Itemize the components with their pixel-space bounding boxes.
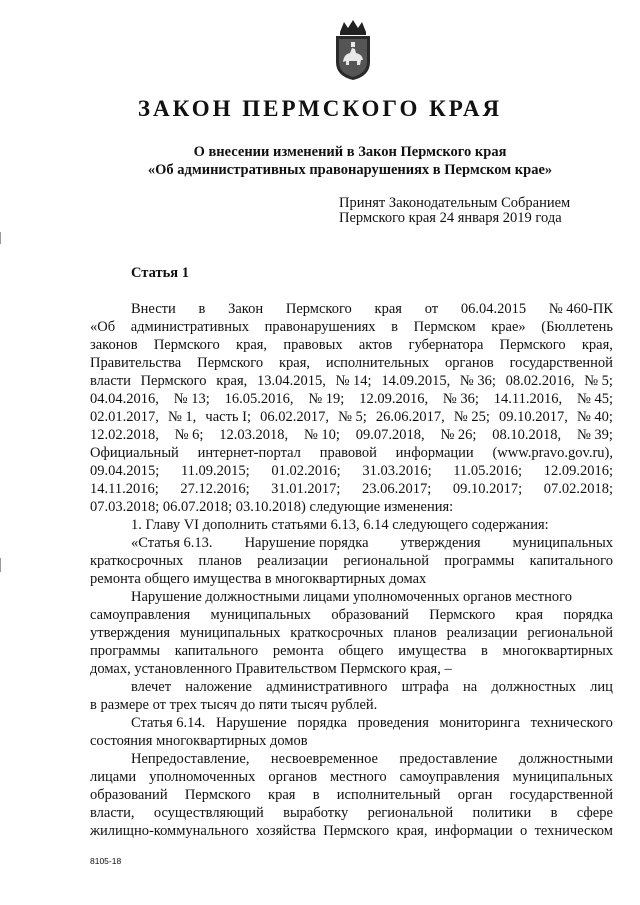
text-line xyxy=(90,462,613,480)
text-line xyxy=(90,534,613,552)
article-heading: Статья 1 xyxy=(131,265,189,281)
word: 16.05.2016, xyxy=(224,391,294,407)
word: лицами xyxy=(90,769,137,785)
word: 12.09.2016, xyxy=(359,391,429,407)
word: программы xyxy=(90,643,160,659)
word: местного xyxy=(330,769,387,785)
text-line xyxy=(90,336,613,354)
subtitle-line-2: «Об административных правонарушениях в Пермском крае» xyxy=(147,162,553,178)
word: органов xyxy=(268,769,318,785)
text-line xyxy=(90,426,613,444)
word: 14.09.2015, xyxy=(381,373,451,389)
word: 31.01.2017; xyxy=(271,481,341,497)
word: в xyxy=(391,319,399,335)
word: Нарушение порядка xyxy=(244,535,369,551)
text-line xyxy=(90,678,613,696)
word: влечет xyxy=(131,679,172,695)
word: правонарушениях xyxy=(264,319,376,335)
word: 1. Главу VI дополнить статьями 6.13, 6.14 следующего содержания: xyxy=(131,517,549,533)
text-line xyxy=(90,822,613,840)
word: капитального xyxy=(174,643,259,659)
word: № 36; xyxy=(459,373,496,389)
word: 09.10.2017, xyxy=(498,409,568,425)
word: муниципальных xyxy=(512,535,613,551)
article-body xyxy=(90,300,613,840)
word: выработку xyxy=(283,805,349,821)
word: правовой xyxy=(319,445,377,461)
word: хозяйства xyxy=(255,823,316,839)
word: порядка xyxy=(563,607,613,623)
word: № 36; xyxy=(442,391,479,407)
word: в xyxy=(312,787,320,803)
word: края xyxy=(515,607,544,623)
word: 27.12.2016; xyxy=(180,481,250,497)
word: № 26; xyxy=(440,427,477,443)
word: в xyxy=(481,643,488,659)
word: края, xyxy=(581,337,613,353)
word: 08.02.2016, xyxy=(505,373,575,389)
word: 09.10.2017; xyxy=(452,481,523,497)
word: сфере xyxy=(576,805,613,821)
word: Пермского xyxy=(323,823,390,839)
word: мониторинга xyxy=(439,715,521,731)
word: краткосрочных xyxy=(90,553,184,569)
word: утверждения xyxy=(400,535,481,551)
word: проведения xyxy=(357,715,429,731)
word: № 13; xyxy=(173,391,210,407)
word: № 14; xyxy=(335,373,372,389)
word: края, xyxy=(236,337,268,353)
word: 26.06.2017, xyxy=(375,409,445,425)
word: государственной xyxy=(509,787,613,803)
word: региональной xyxy=(527,625,613,641)
text-line xyxy=(90,660,613,678)
text-line xyxy=(90,768,613,786)
law-title: ЗАКОН ПЕРМСКОГО КРАЯ xyxy=(137,96,503,121)
margin-mark xyxy=(0,232,1,244)
word: края, xyxy=(216,373,248,389)
word: Пермского xyxy=(197,355,264,371)
word: 11.05.2016; xyxy=(453,463,523,479)
text-line xyxy=(90,696,613,714)
word: самоуправления xyxy=(399,769,500,785)
word: муниципальных xyxy=(179,625,281,641)
word: 02.01.2017, xyxy=(90,409,159,425)
word: актов xyxy=(358,337,393,353)
word: Внести xyxy=(131,301,176,317)
perm-krai-coat-of-arms-icon xyxy=(330,18,376,82)
word: края xyxy=(268,787,296,803)
word: исполнительных xyxy=(325,355,430,371)
word: № 45; xyxy=(576,391,613,407)
word: информации xyxy=(395,445,474,461)
word: № 40; xyxy=(576,409,613,425)
word: Статья 6.14. xyxy=(131,715,206,731)
word: технического xyxy=(530,715,613,731)
document-code: 8105-18 xyxy=(90,856,122,866)
word: 06.04.2015 xyxy=(460,301,527,317)
word: № 25; xyxy=(453,409,490,425)
text-line xyxy=(90,444,613,462)
adoption-line-1: Принят Законодательным Собранием xyxy=(339,195,571,211)
text-line xyxy=(90,300,613,318)
word: 08.10.2018, xyxy=(492,427,562,443)
word: № 19; xyxy=(308,391,345,407)
word: № 10; xyxy=(303,427,340,443)
word: реализации xyxy=(257,553,329,569)
word: крае» xyxy=(491,319,526,335)
word: штрафа xyxy=(401,679,449,695)
word: Официальный xyxy=(90,445,179,461)
text-line xyxy=(90,354,613,372)
word: Пермского xyxy=(153,337,220,353)
text-line xyxy=(90,372,613,390)
word: региональной xyxy=(343,553,429,569)
word: региональной xyxy=(367,805,454,821)
word: планов xyxy=(198,553,242,569)
word: 09.04.2015; xyxy=(90,463,160,479)
word: должностных xyxy=(491,679,576,695)
word: административных xyxy=(130,319,249,335)
word: образований xyxy=(331,607,409,623)
word: 12.02.2018, xyxy=(90,427,159,443)
word: орган xyxy=(457,787,493,803)
word: жилищно-коммунального xyxy=(90,823,249,839)
text-line xyxy=(90,714,613,732)
word: образований xyxy=(90,787,168,803)
text-line xyxy=(90,606,613,624)
word: Непредоставление, xyxy=(131,751,250,767)
word: 31.03.2016; xyxy=(362,463,432,479)
word: Пермского xyxy=(140,373,207,389)
word: порядка xyxy=(297,715,347,731)
margin-mark xyxy=(0,558,1,572)
word: Пермском xyxy=(413,319,476,335)
word: 12.03.2018, xyxy=(219,427,289,443)
subtitle-line-1: О внесении изменений в Закон Пермского края xyxy=(193,144,507,160)
word: власти xyxy=(90,373,131,389)
word: Нарушение должностными лицами уполномоченных органов местного xyxy=(131,589,572,605)
word: часть I; xyxy=(205,409,252,425)
word: Пермского xyxy=(429,607,496,623)
word: на xyxy=(462,679,478,695)
word: в размере от трех тысяч до пяти тысяч рублей. xyxy=(90,697,378,713)
word: муниципальных xyxy=(512,769,613,785)
word: № 39; xyxy=(576,427,613,443)
word: от xyxy=(424,301,439,317)
word: исполнительный xyxy=(336,787,441,803)
text-line xyxy=(90,732,613,750)
word: государственной xyxy=(509,355,613,371)
word: 09.07.2018, xyxy=(355,427,425,443)
text-line xyxy=(90,804,613,822)
word: «Статья 6.13. xyxy=(131,535,213,551)
word: в xyxy=(550,805,558,821)
word: (Бюллетень xyxy=(541,319,613,335)
word: многоквартирных xyxy=(502,643,613,659)
text-line xyxy=(90,642,613,660)
word: утверждения xyxy=(90,625,171,641)
word: о xyxy=(520,823,528,839)
word: информации xyxy=(434,823,513,839)
word: № 1, xyxy=(167,409,197,425)
word: 06.02.2017, xyxy=(260,409,329,425)
word: Закон xyxy=(228,301,264,317)
word: края, xyxy=(396,823,428,839)
word: краткосрочных xyxy=(290,625,384,641)
word: должностными xyxy=(518,751,613,767)
word: 07.02.2018; xyxy=(543,481,613,497)
word: реализации xyxy=(446,625,518,641)
word: ремонта общего имущества в многоквартирных домах xyxy=(90,571,427,587)
word: законов xyxy=(90,337,138,353)
word: Пермского xyxy=(184,787,251,803)
word: капитального xyxy=(529,553,613,569)
word: состояния многоквартирных домов xyxy=(90,733,308,749)
word: края xyxy=(374,301,402,317)
word: «Об xyxy=(90,319,116,335)
text-line xyxy=(90,516,613,534)
word: 11.09.2015; xyxy=(180,463,250,479)
word: административного xyxy=(266,679,388,695)
word: Нарушение xyxy=(215,715,287,731)
word: правовых xyxy=(283,337,343,353)
word: 14.11.2016, xyxy=(493,391,563,407)
text-line xyxy=(90,408,613,426)
word: муниципальных xyxy=(210,607,311,623)
word: № 5; xyxy=(338,409,367,425)
word: 07.03.2018; 06.07.2018; 03.10.2018) следующие изменения: xyxy=(90,499,454,515)
word: в xyxy=(198,301,206,317)
law-subtitle xyxy=(0,143,640,179)
word: несвоевременное xyxy=(270,751,378,767)
word: лиц xyxy=(590,679,613,695)
word: (www.pravo.gov.ru), xyxy=(492,445,613,461)
word: политики xyxy=(472,805,532,821)
word: № 6; xyxy=(174,427,204,443)
word: Правительства xyxy=(90,355,182,371)
text-line xyxy=(90,498,613,516)
word: планов xyxy=(393,625,437,641)
word: самоуправления xyxy=(90,607,191,623)
word: осуществляющий xyxy=(153,805,264,821)
word: наложение xyxy=(185,679,252,695)
word: власти, xyxy=(90,805,135,821)
word: 23.06.2017; xyxy=(362,481,432,497)
text-line xyxy=(90,552,613,570)
word: Пермского xyxy=(285,301,352,317)
word: края, xyxy=(278,355,311,371)
text-line xyxy=(90,480,613,498)
text-line xyxy=(90,588,613,606)
adoption-line-2: Пермского края 24 января 2019 года xyxy=(339,210,562,226)
word: ремонта xyxy=(272,643,324,659)
word: Пермского xyxy=(499,337,566,353)
word: № 460-ПК xyxy=(548,301,613,317)
word: интернет-портал xyxy=(197,445,301,461)
word: предоставление xyxy=(399,751,498,767)
word: № 5; xyxy=(584,373,613,389)
text-line xyxy=(90,750,613,768)
text-line xyxy=(90,570,613,588)
word: 04.04.2016, xyxy=(90,391,159,407)
word: 01.02.2016; xyxy=(271,463,341,479)
word: 12.09.2016; xyxy=(543,463,613,479)
text-line xyxy=(90,624,613,642)
text-line xyxy=(90,390,613,408)
word: органов xyxy=(444,355,494,371)
word: имущества xyxy=(398,643,467,659)
adoption-note xyxy=(339,196,570,226)
word: домах, установленного Правительством Пермского края, – xyxy=(90,661,452,677)
text-line xyxy=(90,318,613,336)
word: 14.11.2016; xyxy=(90,481,159,497)
word: губернатора xyxy=(408,337,484,353)
word: уполномоченных xyxy=(149,769,256,785)
word: 13.04.2015, xyxy=(257,373,326,389)
word: программы xyxy=(444,553,515,569)
word: общего xyxy=(338,643,384,659)
text-line xyxy=(90,786,613,804)
word: техническом xyxy=(534,823,613,839)
